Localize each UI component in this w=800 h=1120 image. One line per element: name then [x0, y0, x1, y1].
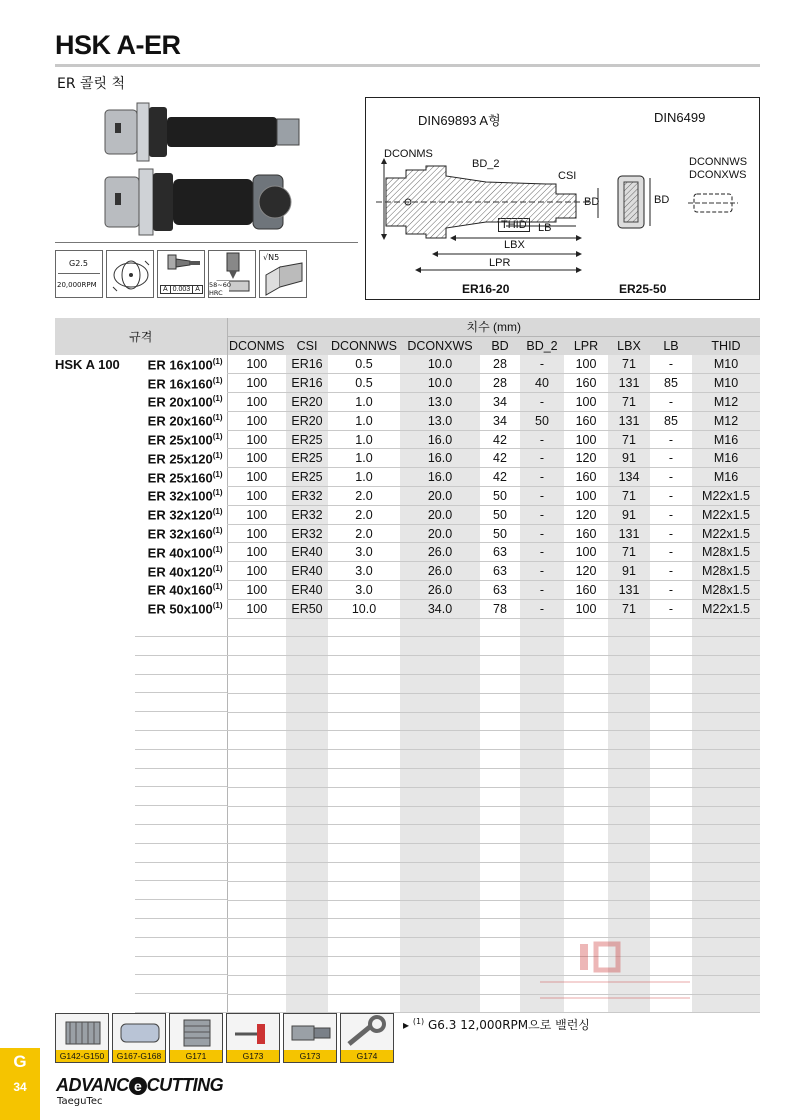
- spec-cell: ER 25x100$^{(1)}$: [147, 431, 223, 448]
- table-cell: M28x1.5: [692, 581, 760, 600]
- table-cell: ER25: [286, 430, 328, 449]
- empty-row: [55, 881, 760, 900]
- caption-er25-50: ER25-50: [619, 282, 667, 296]
- empty-row: [55, 806, 760, 825]
- table-cell: 100: [564, 355, 608, 374]
- table-cell: 16.0: [400, 430, 480, 449]
- table-cell: 100: [564, 487, 608, 506]
- table-cell: 91: [608, 505, 650, 524]
- feature-icons: [55, 250, 307, 300]
- table-cell: -: [520, 355, 564, 374]
- table-cell: ER32: [286, 505, 328, 524]
- table-cell: 100: [227, 393, 286, 412]
- standard-left-label: DIN69893 A형: [418, 113, 501, 128]
- table-row: [55, 374, 760, 393]
- table-cell: ER32: [286, 524, 328, 543]
- table-cell: 85: [650, 374, 692, 393]
- table-cell: 40: [520, 374, 564, 393]
- table-cell: 91: [608, 562, 650, 581]
- table-cell: 131: [608, 581, 650, 600]
- table-cell: 1.0: [328, 393, 400, 412]
- empty-row: [55, 919, 760, 938]
- product-photos: [85, 95, 355, 245]
- page-subtitle: ER 콜릿 척: [57, 76, 126, 92]
- column-header: DCONNWS: [328, 336, 400, 355]
- empty-row: [55, 844, 760, 863]
- table-cell: M12: [692, 411, 760, 430]
- related-products: [55, 1013, 394, 1063]
- thid-label: THID: [498, 218, 530, 232]
- lb-label: LB: [538, 222, 552, 234]
- table-cell: 2.0: [328, 505, 400, 524]
- section-rule: [55, 242, 358, 243]
- table-cell: -: [520, 487, 564, 506]
- table-cell: ER16: [286, 355, 328, 374]
- spec-cell: ER 25x120$^{(1)}$: [147, 450, 223, 467]
- table-cell: 134: [608, 468, 650, 487]
- table-cell: -: [650, 487, 692, 506]
- table-cell: 91: [608, 449, 650, 468]
- table-cell: 100: [227, 581, 286, 600]
- table-row: [55, 430, 760, 449]
- table-cell: M28x1.5: [692, 562, 760, 581]
- group-label: HSK A 100: [55, 356, 120, 372]
- table-cell: 100: [227, 505, 286, 524]
- table-cell: M16: [692, 449, 760, 468]
- spec-cell: ER 32x100$^{(1)}$: [147, 488, 223, 504]
- table-cell: M22x1.5: [692, 524, 760, 543]
- table-cell: -: [520, 449, 564, 468]
- table-row: [55, 393, 760, 412]
- table-row: [55, 543, 760, 562]
- table-cell: 131: [608, 374, 650, 393]
- table-cell: -: [650, 599, 692, 618]
- table-cell: 28: [480, 355, 520, 374]
- balancing-footnote: ▸ $^{(1)}$ G6.3 12,000RPM으로 밸런싱: [403, 1017, 590, 1032]
- table-cell: 50: [480, 487, 520, 506]
- table-cell: 1.0: [328, 411, 400, 430]
- table-cell: 71: [608, 355, 650, 374]
- table-cell: M10: [692, 374, 760, 393]
- table-cell: M16: [692, 468, 760, 487]
- column-header: DCONXWS: [400, 336, 480, 355]
- empty-row: [55, 618, 760, 637]
- column-header: LB: [650, 336, 692, 355]
- table-cell: 42: [480, 468, 520, 487]
- section-tab: [0, 1048, 40, 1120]
- table-cell: 34: [480, 393, 520, 412]
- empty-row: [55, 825, 760, 844]
- table-cell: ER32: [286, 487, 328, 506]
- table-cell: 100: [227, 355, 286, 374]
- lpr-label: LPR: [489, 257, 511, 269]
- empty-row: [55, 769, 760, 788]
- empty-row: [55, 731, 760, 750]
- empty-row: [55, 675, 760, 694]
- table-cell: 63: [480, 562, 520, 581]
- dconms-label: DCONMS: [384, 148, 433, 160]
- table-cell: 16.0: [400, 468, 480, 487]
- title-rule: [55, 64, 760, 67]
- surface-roughness-icon: √N5: [259, 250, 307, 298]
- spec-cell: ER 32x160$^{(1)}$: [147, 525, 223, 542]
- table-cell: -: [650, 430, 692, 449]
- related-product-ref[interactable]: G171: [169, 1013, 223, 1063]
- spec-cell: ER 50x100$^{(1)}$: [147, 601, 223, 617]
- table-cell: 100: [227, 487, 286, 506]
- table-cell: 71: [608, 487, 650, 506]
- spec-cell: ER 25x160$^{(1)}$: [147, 469, 223, 485]
- table-row: [55, 355, 760, 374]
- column-header: LBX: [608, 336, 650, 355]
- runout-icon: A 0.003 A: [157, 250, 205, 298]
- table-row: [55, 581, 760, 600]
- table-cell: ER16: [286, 374, 328, 393]
- table-cell: 10.0: [400, 355, 480, 374]
- column-header: CSI: [286, 336, 328, 355]
- table-cell: ER40: [286, 543, 328, 562]
- table-cell: 160: [564, 411, 608, 430]
- related-product-ref[interactable]: G173: [283, 1013, 337, 1063]
- table-cell: M22x1.5: [692, 599, 760, 618]
- table-cell: 100: [564, 543, 608, 562]
- empty-row: [55, 656, 760, 675]
- empty-row: [55, 900, 760, 919]
- table-row: [55, 505, 760, 524]
- empty-row: [55, 712, 760, 731]
- table-cell: 50: [480, 505, 520, 524]
- table-cell: 131: [608, 524, 650, 543]
- table-cell: 3.0: [328, 562, 400, 581]
- caption-er16-20: ER16-20: [462, 282, 510, 296]
- table-cell: 1.0: [328, 468, 400, 487]
- spec-cell: ER 40x160$^{(1)}$: [147, 582, 223, 598]
- table-cell: 100: [227, 524, 286, 543]
- table-cell: -: [650, 468, 692, 487]
- empty-row: [55, 637, 760, 656]
- spec-column-header: 규격: [55, 318, 227, 355]
- table-cell: 16.0: [400, 449, 480, 468]
- column-header: BD: [480, 336, 520, 355]
- table-cell: 78: [480, 599, 520, 618]
- long-chuck-image: [105, 169, 291, 235]
- table-cell: 2.0: [328, 487, 400, 506]
- spec-cell: ER 20x100$^{(1)}$: [147, 394, 223, 410]
- table-cell: 20.0: [400, 524, 480, 543]
- related-product-ref[interactable]: G173: [226, 1013, 280, 1063]
- footnote-arrow-icon: ▸: [403, 1018, 413, 1032]
- empty-row: [55, 787, 760, 806]
- brand-logo: ADVANC e CUTTING: [56, 1075, 224, 1095]
- dimensions-header: 치수 (mm): [227, 318, 760, 336]
- table-cell: ER20: [286, 411, 328, 430]
- bd-label: BD: [584, 196, 600, 208]
- table-cell: 20.0: [400, 505, 480, 524]
- table-cell: -: [650, 562, 692, 581]
- table-cell: 13.0: [400, 411, 480, 430]
- table-cell: 3.0: [328, 543, 400, 562]
- spec-table: [55, 318, 760, 1013]
- table-cell: M22x1.5: [692, 487, 760, 506]
- dconnws-label: DCONNWS: [689, 156, 748, 168]
- table-cell: -: [650, 505, 692, 524]
- related-product-ref[interactable]: G142-G150: [55, 1013, 109, 1063]
- table-cell: ER50: [286, 599, 328, 618]
- table-cell: 50: [480, 524, 520, 543]
- column-header: THID: [692, 336, 760, 355]
- spec-cell: ER 20x160$^{(1)}$: [147, 413, 223, 429]
- table-cell: -: [650, 355, 692, 374]
- lbx-label: LBX: [504, 239, 525, 251]
- table-cell: -: [520, 524, 564, 543]
- table-row: [55, 524, 760, 543]
- balance-icon: G2.5 20,000RPM: [55, 250, 103, 298]
- spec-cell: ER 32x120$^{(1)}$: [147, 507, 223, 523]
- table-cell: ER25: [286, 468, 328, 487]
- table-cell: M22x1.5: [692, 505, 760, 524]
- table-row: [55, 411, 760, 430]
- empty-row: [55, 863, 760, 882]
- related-product-ref[interactable]: G174: [340, 1013, 394, 1063]
- table-cell: 0.5: [328, 374, 400, 393]
- table-cell: M28x1.5: [692, 543, 760, 562]
- brand-e-mark: e: [129, 1077, 147, 1095]
- table-cell: 42: [480, 449, 520, 468]
- table-cell: 100: [227, 430, 286, 449]
- standard-right-label: DIN6499: [654, 110, 706, 125]
- table-row: [55, 468, 760, 487]
- page-title: HSK A-ER: [55, 30, 181, 60]
- table-cell: 71: [608, 543, 650, 562]
- table-cell: -: [520, 468, 564, 487]
- related-product-ref[interactable]: G167-G168: [112, 1013, 166, 1063]
- table-cell: 100: [564, 430, 608, 449]
- table-cell: 100: [227, 599, 286, 618]
- table-cell: 42: [480, 430, 520, 449]
- table-cell: 26.0: [400, 581, 480, 600]
- table-cell: 160: [564, 374, 608, 393]
- short-chuck-image: [105, 103, 299, 161]
- table-cell: -: [650, 449, 692, 468]
- table-cell: 0.5: [328, 355, 400, 374]
- table-cell: 50: [520, 411, 564, 430]
- hardness-icon: 58~60 HRC: [208, 250, 256, 298]
- table-cell: 100: [227, 543, 286, 562]
- table-row: [55, 449, 760, 468]
- technical-drawing: [365, 97, 760, 300]
- drawing-lines: [366, 98, 761, 301]
- table-row: [55, 599, 760, 618]
- spec-table-wrap: [55, 318, 760, 1013]
- table-cell: 120: [564, 449, 608, 468]
- brand-sub: TaeguTec: [57, 1096, 103, 1107]
- table-cell: 63: [480, 543, 520, 562]
- table-cell: -: [520, 543, 564, 562]
- table-cell: 28: [480, 374, 520, 393]
- table-cell: -: [650, 524, 692, 543]
- table-cell: 10.0: [400, 374, 480, 393]
- table-cell: -: [650, 581, 692, 600]
- table-cell: 100: [227, 468, 286, 487]
- section-letter: G: [13, 1052, 27, 1071]
- table-cell: -: [520, 430, 564, 449]
- table-cell: -: [520, 505, 564, 524]
- spec-cell: ER 16x160$^{(1)}$: [147, 375, 223, 391]
- table-cell: ER40: [286, 562, 328, 581]
- bd2-label: BD_2: [472, 158, 500, 170]
- table-cell: 100: [227, 449, 286, 468]
- table-cell: 160: [564, 468, 608, 487]
- table-cell: M12: [692, 393, 760, 412]
- table-cell: 131: [608, 411, 650, 430]
- table-cell: 100: [564, 599, 608, 618]
- table-cell: 1.0: [328, 449, 400, 468]
- table-cell: M16: [692, 430, 760, 449]
- empty-row: [55, 750, 760, 769]
- table-cell: 2.0: [328, 524, 400, 543]
- table-cell: 71: [608, 599, 650, 618]
- table-cell: 1.0: [328, 430, 400, 449]
- table-cell: ER20: [286, 393, 328, 412]
- watermark-logo: [530, 940, 700, 1010]
- collet-bd-label: BD: [654, 194, 670, 206]
- table-cell: ER25: [286, 449, 328, 468]
- table-cell: -: [650, 543, 692, 562]
- table-cell: -: [650, 393, 692, 412]
- table-cell: M10: [692, 355, 760, 374]
- table-cell: 160: [564, 524, 608, 543]
- table-cell: -: [520, 393, 564, 412]
- table-cell: 100: [227, 374, 286, 393]
- column-header: DCONMS: [227, 336, 286, 355]
- table-cell: 3.0: [328, 581, 400, 600]
- csi-label: CSI: [558, 170, 577, 182]
- dconxws-label: DCONXWS: [689, 169, 747, 181]
- table-row: [55, 487, 760, 506]
- spec-cell: ER 40x120$^{(1)}$: [147, 563, 223, 579]
- table-cell: 120: [564, 505, 608, 524]
- table-cell: ER40: [286, 581, 328, 600]
- rotation-icon: [106, 250, 154, 298]
- table-cell: -: [520, 599, 564, 618]
- table-cell: 63: [480, 581, 520, 600]
- column-header: LPR: [564, 336, 608, 355]
- table-cell: -: [520, 562, 564, 581]
- table-cell: 26.0: [400, 562, 480, 581]
- spec-cell: HSK A 100 ER 16x100$^{(1)}$: [55, 356, 223, 373]
- table-cell: 100: [227, 562, 286, 581]
- table-cell: 13.0: [400, 393, 480, 412]
- column-header: BD_2: [520, 336, 564, 355]
- table-cell: 100: [564, 393, 608, 412]
- table-cell: 26.0: [400, 543, 480, 562]
- empty-row: [55, 693, 760, 712]
- spec-cell: ER 40x100$^{(1)}$: [147, 544, 223, 561]
- table-cell: 20.0: [400, 487, 480, 506]
- table-cell: 160: [564, 581, 608, 600]
- table-cell: 34: [480, 411, 520, 430]
- table-cell: 10.0: [328, 599, 400, 618]
- table-cell: -: [520, 581, 564, 600]
- table-cell: 120: [564, 562, 608, 581]
- table-cell: 85: [650, 411, 692, 430]
- page-number: 34: [13, 1080, 27, 1094]
- table-cell: 71: [608, 393, 650, 412]
- table-cell: 100: [227, 411, 286, 430]
- table-cell: 71: [608, 430, 650, 449]
- table-row: [55, 562, 760, 581]
- table-cell: 34.0: [400, 599, 480, 618]
